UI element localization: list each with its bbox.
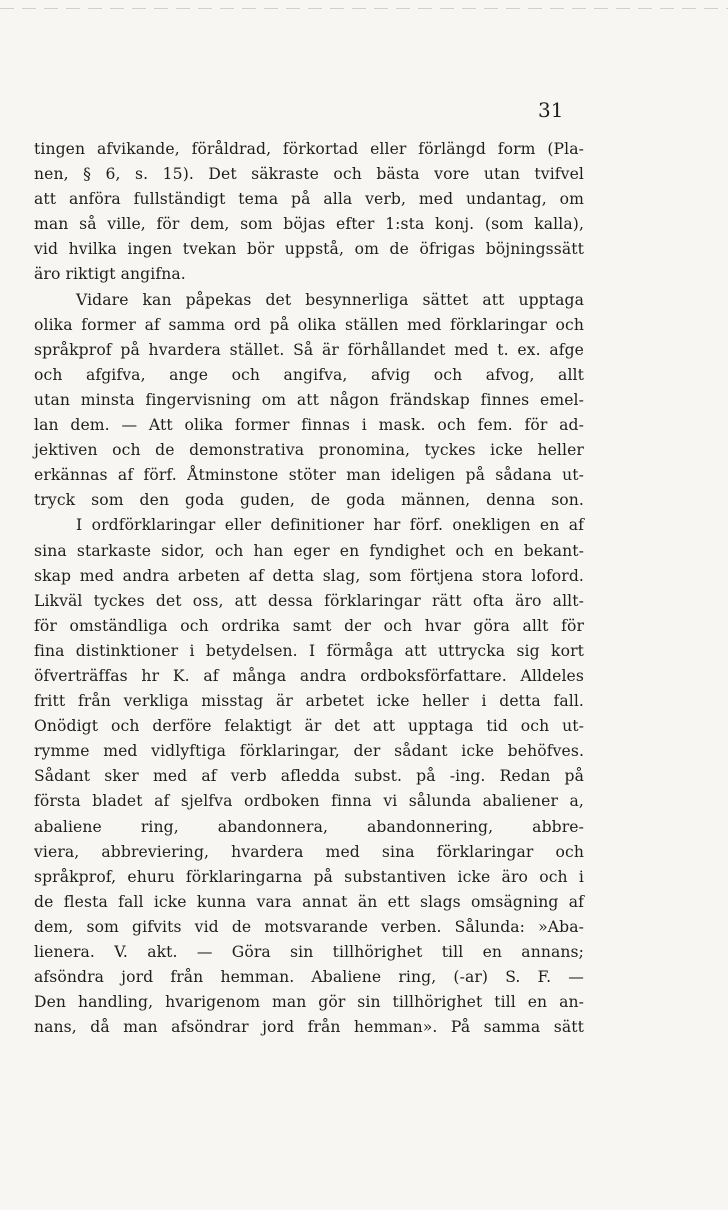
text-line: de flesta fall icke kunna vara annat än ett slags omsägning af xyxy=(34,892,584,911)
text-line: fritt från verkliga misstag är arbetet icke heller i detta fall. xyxy=(34,692,584,711)
text-line: Sådant sker med af verb afledda subst. på -ing. Redan på xyxy=(34,767,584,786)
text-line: språkprof på hvardera stället. Så är förhållandet med t. ex. afge xyxy=(34,340,584,359)
text-line: lan dem. — Att olika former finnas i mask. och fem. för ad- xyxy=(34,416,584,435)
text-line: tingen afvikande, föråldrad, förkortad eller förlängd form (Pla- xyxy=(34,140,584,158)
text-line: första bladet af sjelfva ordboken finna vi sålunda abaliener a, xyxy=(34,792,584,811)
text-line: dem, som gifvits vid de motsvarande verben. Sålunda: »Aba- xyxy=(34,917,584,936)
text-line: fina distinktioner i betydelsen. I förmåga att uttrycka sig kort xyxy=(34,641,584,660)
text-line: Likväl tyckes det oss, att dessa förklaringar rätt ofta äro allt- xyxy=(34,591,584,610)
text-line: vid hvilka ingen tvekan bör uppstå, om de öfrigas böjningssätt xyxy=(34,240,584,259)
text-line: att anföra fullständigt tema på alla verb, med undantag, om xyxy=(34,190,584,209)
page-number: 31 xyxy=(538,98,564,122)
text-line: man så ville, för dem, som böjas efter 1:sta konj. (som kalla), xyxy=(34,215,584,234)
text-line: Onödigt och derföre felaktigt är det att upptaga tid och ut- xyxy=(34,717,584,736)
text-line: utan minsta fingervisning om att någon frändskap finnes emel- xyxy=(34,390,584,409)
text-line: Vidare kan påpekas det besynnerliga sättet att upptaga xyxy=(76,290,584,309)
text-line: lienera. V. akt. — Göra sin tillhörighet till en annans; xyxy=(34,943,584,961)
text-line: nen, § 6, s. 15). Det säkraste och bästa vore utan tvifvel xyxy=(34,165,584,184)
text-line: äro riktigt angifna. xyxy=(34,265,186,284)
page-edge-rule xyxy=(0,8,728,9)
text-line: jektiven och de demonstrativa pronomina, tyckes icke heller xyxy=(34,441,584,460)
text-line: I ordförklaringar eller definitioner har förf. onekligen en af xyxy=(76,516,584,535)
text-line: abaliene ring, abandonnera, abandonnering, abbre- xyxy=(34,817,584,836)
text-line: nans, då man afsöndrar jord från hemman». På samma sätt xyxy=(34,1018,584,1037)
text-line: olika former af samma ord på olika ställen med förklaringar och xyxy=(34,315,584,334)
text-line: tryck som den goda guden, de goda männen, denna son. xyxy=(34,491,584,510)
text-line: rymme med vidlyftiga förklaringar, der sådant icke behöfves. xyxy=(34,742,584,761)
text-line: språkprof, ehuru förklaringarna på substantiven icke äro och i xyxy=(34,867,584,886)
text-line: viera, abbreviering, hvardera med sina förklaringar och xyxy=(34,842,584,861)
text-line: afsöndra jord från hemman. Abaliene ring, (-ar) S. F. — xyxy=(34,968,584,987)
text-line: Den handling, hvarigenom man gör sin tillhörighet till en an- xyxy=(34,993,584,1012)
text-line: för omständliga och ordrika samt der och hvar göra allt för xyxy=(34,616,584,635)
body-text xyxy=(34,137,584,1040)
text-line: och afgifva, ange och angifva, afvig och afvog, allt xyxy=(34,365,584,384)
text-line: sina starkaste sidor, och han eger en fyndighet och en bekant- xyxy=(34,541,584,560)
text-line: öfverträffas hr K. af många andra ordboksförfattare. Alldeles xyxy=(34,666,584,685)
text-line: skap med andra arbeten af detta slag, som förtjena stora loford. xyxy=(34,566,584,585)
text-line: erkännas af förf. Åtminstone stöter man ideligen på sådana ut- xyxy=(34,466,584,485)
